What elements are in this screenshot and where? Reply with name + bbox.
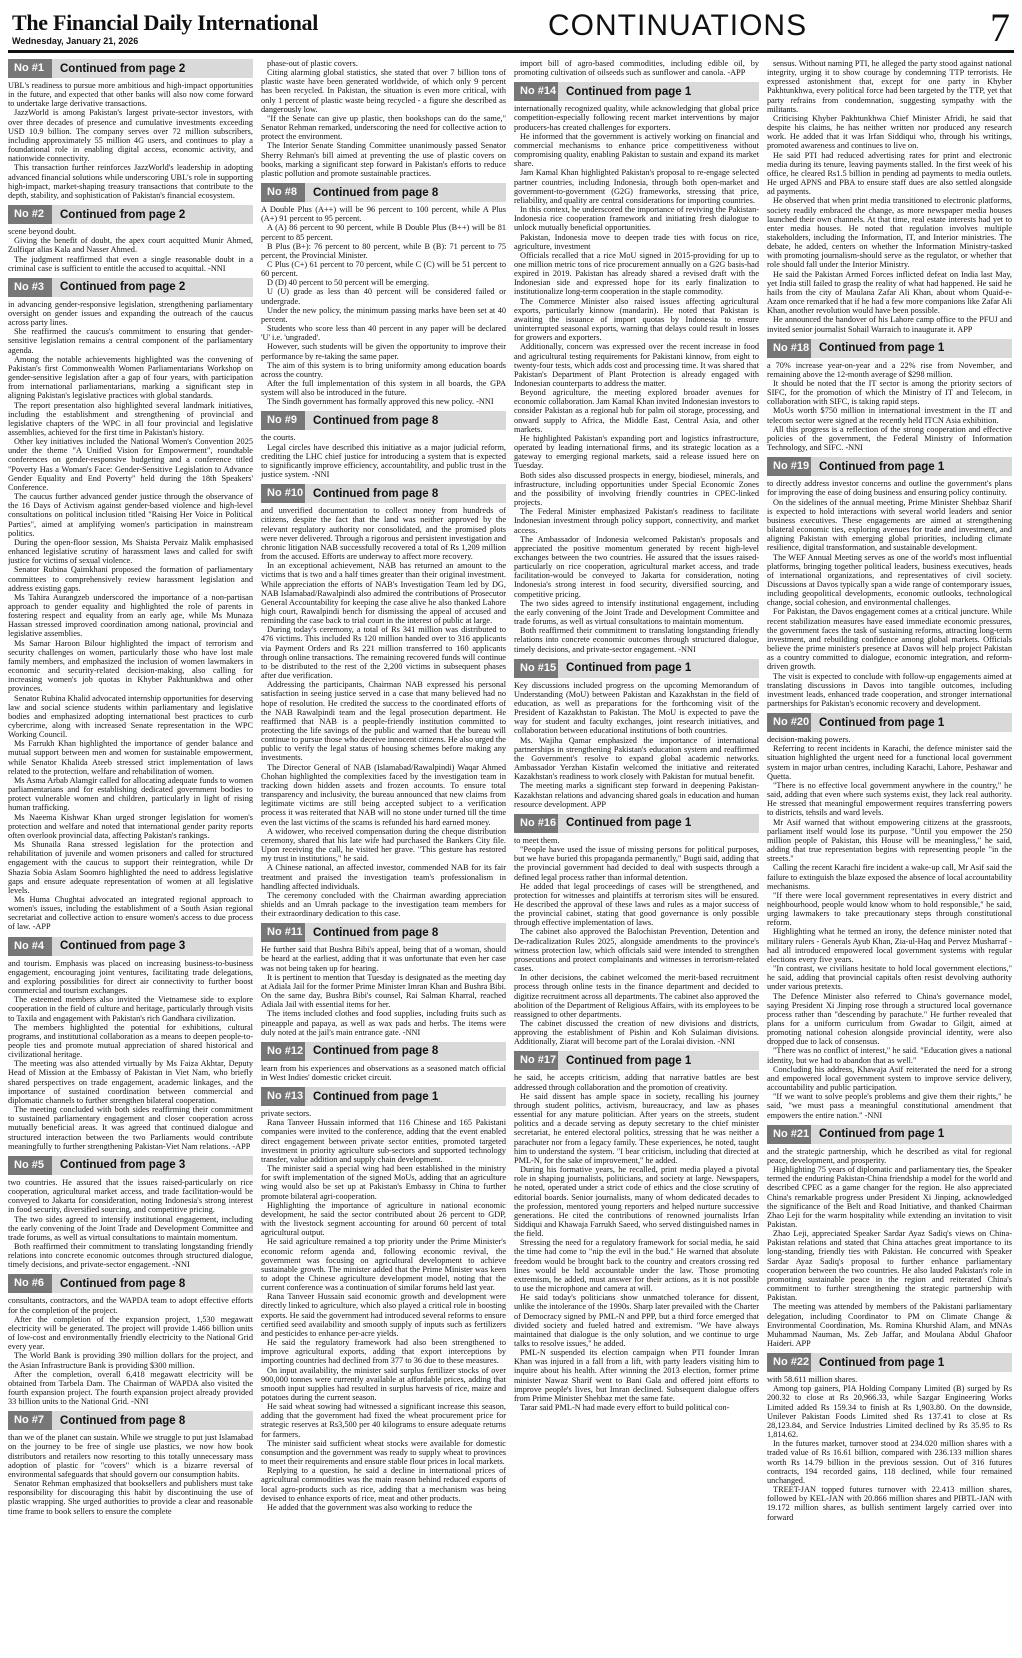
- story-paragraph: U (U) grade as less than 40 percent will be considered failed or undergrade.: [261, 287, 506, 306]
- story-paragraph: Ms Naeema Kishwar Khan urged stronger legislation for women's protection and welfare and noted that international gender parity reports often overlook provincial data, affecting Pakistan's rankings.: [8, 812, 253, 840]
- story-paragraph: "There is no effective local government anywhere in the country," he said, adding that even where such systems exist, they lack real authority. He stressed that meaningful empowerment requires transferring powers to districts, tehsils and ward levels.: [767, 780, 1012, 818]
- story-paragraph: Among top gainers, PIA Holding Company Limited (B) surged by Rs 200.32 to close at Rs 20,966.33, while Sazgar Engineering Works Limited added Rs 159.34 to finish at Rs 1,903.80. On the downside, Unilever Pakistan Foods Limited shed Rs 137.41 to close at Rs 28,123.84, and Service Industries Limited declined by Rs 35.95 to Rs 1,814.62.: [767, 1384, 1012, 1440]
- story-block: [514, 82, 759, 653]
- story-paragraph: A (A) 86 percent to 90 percent, while B Double Plus (B++) will be 81 percent to 85 percent.: [261, 223, 506, 242]
- story-continued-label: Continued from page 1: [819, 1356, 945, 1369]
- story-header: [261, 1087, 506, 1106]
- story-paragraph: Among the notable achievements highlighted was the convening of Pakistan's first Commonwealth Women Parliamentarians Workshop on gender-sensitive legislation after a gap of four years, with participation from international parliamentarians, marking a significant step in aligning Pakistan's legislative practices with global standards.: [8, 354, 253, 401]
- story-paragraph: "There was no conflict of interest," he said. "Education gives a national identity, but we had to abandon that as well.": [767, 1046, 1012, 1065]
- story-body: [767, 735, 1012, 1120]
- story-paragraph: In an exceptional achievement, NAB has returned an amount to the victims that is two and a half times greater than their original investment. While appreciation the efforts of NAB's Investigation Team led by DG, NAB Islamabad/Rawalpindi also admired the contributions of Prosecutor General Accountability for keeping the case alive he also thanked Lahore high court, Rawalpindi bench for dismissing the appeal of accused and reminding the case back to trial court in the interest of public at large.: [261, 561, 506, 626]
- text-column: [261, 59, 506, 1641]
- story-continued-label: Continued from page 1: [819, 1128, 945, 1141]
- story-continued-label: Continued from page 2: [60, 62, 186, 75]
- story-paragraph: On input availability, the minister said surplus fertilizer stocks of over 900,000 tonnes were currently available at affordable prices, adding that smooth input supplies had resulted in surplus harvests of rice, maize and potatoes during the current season.: [261, 1365, 506, 1402]
- story-body: [261, 433, 506, 479]
- story-paragraph: The esteemed members also invited the Vietnamese side to explore cooperation in the field of culture and heritage, particularly through visits to Taxila and engagement with Pakistan's rich Gandhara civilization.: [8, 995, 253, 1023]
- story-paragraph: During today's ceremony, a total of Rs 341 million was distributed to 476 victims. This included Rs 120 million handed over to 316 applicants via Payment Orders and Rs 221 million transferred to 160 applicants through online transactions. The remaining recovered funds will continue to be distributed to the rest of the 2,200 victims in subsequent phases after due verification.: [261, 625, 506, 681]
- story-body: [8, 959, 253, 1151]
- story-paragraph: to directly address investor concerns and outline the government's plans for improving the ease of doing business and ensuring policy continuity.: [767, 479, 1012, 498]
- story-paragraph: Referring to recent incidents in Karachi, the defence minister said the situation highlighted the urgent need for a functional local government system in major urban centres, including Karachi, Lahore, Peshawar and Quetta.: [767, 744, 1012, 781]
- story-paragraph: He announced the handover of his Lahore camp office to the PFUJ and invited senior journalist Sohail Warraich to inaugurate it. APP: [767, 315, 1012, 334]
- story-paragraph: It is pertinent to mention that Tuesday is designated as the meeting day at Adiala Jail for the former Prime Minister Imran Khan and Bushra Bibi. On the same day, Bushra Bibi's counsel, Rai Salman Kharral, reached Adiala Jail with essential items for her.: [261, 972, 506, 1010]
- story-body: [261, 1064, 506, 1082]
- story-paragraph: MoUs worth $750 million in international investment in the IT and telecom sector were signed at the recently held ITCN Asia exhibition.: [767, 406, 1012, 425]
- story-paragraph: The judgment reaffirmed that even a single reasonable doubt in a criminal case is sufficient to entitle the accused to acquittal. -NNI: [8, 254, 253, 273]
- story-paragraph: Criticising Khyber Pakhtunkhwa Chief Minister Afridi, he said that despite his claims, he has neither written nor produced any research work. He added that it was Irfan Siddiqui who, through his writings, promoted awareness and continues to live on.: [767, 113, 1012, 151]
- story-number: No #20: [767, 713, 811, 732]
- text-column: [514, 59, 759, 1641]
- story-paragraph: Legal circles have described this initiative as a major judicial reform, crediting the LHC chief justice for introducing a system that is expected to significantly improve efficiency, accountability, and public trust in the justice system. -NNI: [261, 442, 506, 480]
- story-body: [767, 1147, 1012, 1348]
- story-paragraph: The minister said a special wing had been established in the ministry for swift implementation of the signed MoUs, adding that an agriculture wing would also be set up at Pakistan's Embassy in China to further promote bilateral agri-cooperation.: [261, 1164, 506, 1201]
- story-paragraph: the courts.: [261, 433, 296, 443]
- story-number: No #11: [261, 923, 305, 942]
- story-paragraph: The Director General of NAB (Islamabad/Rawalpindi) Waqar Ahmed Chohan highlighted the complexities faced by the investigation team in tracking down hidden assets and frozen accounts. To ensure total transparency and inclusivity, the bureau announced that new claims from legitimate victims are still being accepted subject to a verification process it was reiterated that NAB will no stone under turned till the time even the last victims of the scams is refunded his hard earned money.: [261, 762, 506, 827]
- story-paragraph: "In contrast, we civilians hesitate to hold local government elections," he said, adding that provincial capitals often resist devolving authority under various pretexts.: [767, 964, 1012, 992]
- story-paragraph: Senator Rehman emphasized that booksellers and publishers must take responsibility for discouraging this habit by discontinuing the use of plastic wrapping. She urged authorities to provide a clear and reasonable time frame to book sellers to ensure the complete: [8, 1479, 253, 1516]
- story-number: No #13: [261, 1087, 305, 1106]
- story-continued-label: Continued from page 1: [566, 662, 692, 675]
- story-paragraph: with 58.611 million shares.: [767, 1375, 858, 1385]
- story-continued-label: Continued from page 1: [566, 1054, 692, 1067]
- story-paragraph: a 70% increase year-on-year and a 22% rise from November, and remaining above the 12-month average of $298 million.: [767, 360, 1012, 379]
- story-block: [261, 59, 506, 178]
- story-paragraph: The ceremony concluded with the Chairman awarding appreciation shields and an Umrah package to the investigation team members for their extraordinary dedication to this case.: [261, 890, 506, 919]
- story-paragraph: TREET-JAN topped futures turnover with 22.413 million shares, followed by KEL-JAN with 20.866 million shares and PIBTL-JAN with 19.172 million shares, as bullish sentiment largely carried over into forward: [767, 1485, 1012, 1522]
- story-paragraph: The World Bank is providing 390 million dollars for the project, and the Asian Infrastructure Bank is providing $300 million.: [8, 1351, 253, 1370]
- story-header: [8, 1411, 253, 1430]
- story-paragraph: He said the regulatory framework had also been strengthened to improve agricultural exports, adding that export interceptions by importing countries had declined from 377 to 36 due to these measures.: [261, 1338, 506, 1366]
- story-body: [8, 1433, 253, 1515]
- story-block: [514, 1051, 759, 1412]
- story-block: [514, 659, 759, 809]
- story-paragraph: Ms Samar Haroon Bilour highlighted the impact of terrorism and security challenges on women, particularly those who have lost male family members, and emphasized the inclusion of women lawmakers in economic and security-related decision-making, also calling for increasing women's job quotas in Khyber Pakhtunkhwa and other provinces.: [8, 638, 253, 694]
- story-paragraph: Rana Tanveer Hussain said economic growth and development were directly linked to agriculture, which also played a critical role in boosting exports. He said the government had introduced several reforms to ensure certified seed availability and smooth supply of inputs such as fertilizers and pesticides to enhance per-acre yields.: [261, 1292, 506, 1338]
- story-paragraph: Addressing the participants, Chairman NAB expressed his personal satisfaction in seeing justice served in a case that many believed had no hope of resolution. He credited the success to the coordinated efforts of the NAB Rawalpindi team and the legal prosecution department. He reaffirmed that NAB is a people-friendly institution committed to protecting the life savings of the public and warned that the bureau will continue to pursue those who deceive innocent citizens. He also urged the public to verify the legal status of housing schemes before making any investments.: [261, 680, 506, 763]
- story-continued-label: Continued from page 1: [313, 1090, 439, 1103]
- story-header: [514, 659, 759, 678]
- story-paragraph: He said dissent has ample space in society, recalling his journey through student politics, activism, bureaucracy, and law as phases essential for any mature politician. After years on the streets, student politics and a decade serving as deputy secretary to the chief minister secretariat, he entered electoral politics, stressing that he was neither a parachuter nor from a legacy family. These experiences, he noted, taught him to understand the system. "I bear criticism, including that directed at PML-N, for the sake of improvement," he added.: [514, 1091, 759, 1165]
- story-paragraph: He said PTI had reduced advertising rates for print and electronic media during its tenure, leaving payments stalled. In the first week of his office, he cleared Rs1.5 billion in pending ad payments to media outlets. He urged APNS and PBA to ensure staff dues are also settled alongside ad payments.: [767, 150, 1012, 197]
- story-paragraph: He added that legal proceedings of cases will be strengthened, and protection for witnesses and plaintiffs at terrorism sites will be ensured. He described the approval of these laws and rules as a major success of the provincial cabinet, stating that good governance is only possible through effective implementation of laws.: [514, 881, 759, 928]
- story-block: [767, 339, 1012, 453]
- story-number: No #15: [514, 659, 558, 678]
- story-paragraph: "If there were local government representatives in every district and neighbourhood, people would know whom to hold responsible," he said, urging lawmakers to take precautionary steps through constitutional reform.: [767, 890, 1012, 928]
- story-number: No #9: [261, 411, 305, 430]
- story-paragraph: Stressing the need for a regulatory framework for social media, he said the time had come to "nip the evil in the bud." He warned that absolute freedom would be brought back to the country and creators crossing red lines would be held accountable under the law. Those promoting extremism, he added, must answer for their actions, as it is not possible to use the microphone and camera at will.: [514, 1238, 759, 1294]
- story-paragraph: decision-making powers.: [767, 735, 851, 745]
- story-paragraph: The aim of this system is to bring uniformity among education boards across the country.: [261, 360, 506, 379]
- story-block: [261, 484, 506, 918]
- story-paragraph: He observed that when print media transitioned to electronic platforms, society readily embraced the change, as more newspaper media houses launched their own channels. At that time, real estate interests had yet to enter media houses. He noted that regulation involves multiple stakeholders, including the Information, IT, and Interior ministries. The debate, he added, centers on whether the Information Ministry-tasked with promoting journalism-should serve as the regulator, or whether that role should fall under the Interior Ministry.: [767, 196, 1012, 270]
- story-continued-label: Continued from page 8: [313, 926, 439, 939]
- story-paragraph: sensus. Without naming PTI, he alleged the party stood against national integrity, urging it to show courage by condemning TTP terrorists. He expressed astonishment that, except for one party in Khyber Pakhtunkhwa, every political force had been targeted by the TTP, yet that party refrains from condemnation, suggesting sympathy with the militants.: [767, 59, 1012, 114]
- story-continued-label: Continued from page 2: [60, 208, 186, 221]
- story-paragraph: The items included clothes and food supplies, including fruits such as pineapple and papaya, as well as wax pads and herbs. The items were duly noted at the jail's main entrance gate. -NNI: [261, 1009, 506, 1037]
- story-continued-label: Continued from page 8: [60, 1414, 186, 1427]
- story-header: [8, 937, 253, 956]
- story-paragraph: The meeting was attended by members of the Pakistani parliamentary delegation, including Coordinator to PM on Climate Change & Environmental Coordination, Ms. Romina Khurshid Alam, and MNAs Muhammad Nauman, Ms. Zeb Jaffar, and Moulana Abdul Ghafoor Haideri. APP: [767, 1302, 1012, 1348]
- story-paragraph: Giving the benefit of doubt, the apex court acquitted Munir Ahmed, Zulfiqar alias Kala and Nasser Ahmed.: [8, 236, 253, 255]
- story-paragraph: The meeting concluded with both sides reaffirming their commitment to sustained parliamentary engagement and closer cooperation across mutually beneficial areas. It was agreed that continued dialogue and structured interaction between the two Parliaments would contribute meaningfully to further strengthening Pakistan-Viet Nam relations. -APP: [8, 1105, 253, 1151]
- story-paragraph: internationally recognized quality, while acknowledging that global price competition-especially following recent market interventions by major producers-has created challenges for exporters.: [514, 104, 759, 132]
- story-paragraph: The visit is expected to conclude with follow-up engagements aimed at translating discussions in Davos into tangible outcomes, including investment leads, enhanced trade cooperation, and stronger international partnerships for Pakistan's economic recovery and development.: [767, 671, 1012, 708]
- story-header: [767, 339, 1012, 358]
- story-body: [8, 81, 253, 200]
- story-body: [8, 1178, 253, 1270]
- story-header: [261, 1042, 506, 1061]
- story-paragraph: This transaction further reinforces JazzWorld's leadership in adopting advanced financial solutions while underscoring UBL's role in supporting high-impact, market-shaping treasury transactions that contribute to the depth, stability, and sophistication of Pakistan's financial ecosystem.: [8, 163, 253, 200]
- story-paragraph: Both reaffirmed their commitment to translating longstanding friendly relations into concrete economic outcomes through structured dialogue, timely decisions, and private-sector engagement. -NNI: [8, 1241, 253, 1270]
- story-paragraph: The cabinet discussed the creation of new divisions and districts, approving the establishment of Pishin and Koh Sulaiman divisions. Additionally, Ziarat will become part of the Loralai division. -NNI: [514, 1019, 759, 1047]
- story-paragraph: He said wheat sowing had witnessed a significant increase this season, adding that the government had fixed the wheat procurement price for strategic reserves at Rs3,500 per 40 kilograms to ensure adequate returns for farmers.: [261, 1402, 506, 1439]
- story-block: [8, 1411, 253, 1515]
- story-paragraph: Zhao Leji, appreciated Speaker Sardar Ayaz Sadiq's views on China-Pakistan relations and stated that China attaches great importance to its long-standing, friendly ties with Pakistan. He concurred with Speaker Sardar Ayaz Sadiq's proposal to further enhance parliamentary cooperation between the two countries. He also lauded Pakistan's role in promoting sustainable peace in the region and reiterated China's commitment to further strengthening the strategic partnership with Pakistan.: [767, 1229, 1012, 1303]
- story-block: [514, 59, 759, 77]
- story-paragraph: "If we want to solve people's problems and give them their rights," he said, "we must pass a meaningful constitutional amendment that empowers the entire nation." -NNI: [767, 1092, 1012, 1120]
- story-paragraph: "People have used the issue of missing persons for political purposes, but we have buried this propaganda permanently," Bugti said, adding that the provincial government had decided to deal with suspects through a defined legal process rather than informal detention.: [514, 845, 759, 882]
- story-header: [767, 457, 1012, 476]
- story-paragraph: and the strategic partnership, which he described as vital for regional peace, development, and prosperity.: [767, 1146, 1012, 1165]
- story-paragraph: On the sidelines of the annual meeting, Prime Minister Shehbaz Sharif is expected to hold interactions with several world leaders and senior business executives. These engagements are aimed at strengthening bilateral economic ties, exploring avenues for trade and investment, and aligning Pakistan with emerging global priorities, including climate resilience, digital transformation, and sustainable development.: [767, 497, 1012, 553]
- story-paragraph: He said today's politicians show unmatched tolerance for dissent, unlike the intolerance of the 1990s. Sharp later prevailed with the Charter of Democracy signed by PML-N and PPP, but a third force emerged that divided society and fueled hatred and extremism. "We have always maintained that dialogue is the only solution, and we continue to urge talks to resolve issues," he added.: [514, 1293, 759, 1348]
- story-paragraph: phase-out of plastic covers.: [267, 59, 358, 68]
- story-paragraph: D (D) 40 percent to 50 percent will be emerging.: [267, 278, 430, 288]
- story-paragraph: After the completion of the expansion project, 1,530 megawatt electricity will be generated. The project will provide 1.466 billion units of low-cost and environmentally friendly electricity to the National Grid every year.: [8, 1314, 253, 1352]
- story-paragraph: A Double Plus (A++) will be 96 percent to 100 percent, while A Plus (A+) 91 percent to 95 percent.: [261, 205, 506, 224]
- story-paragraph: PML-N suspended its election campaign when PTI founder Imran Khan was injured in a fall from a lift, with party leaders visiting him to inquire about his health. After winning the 2013 election, former prime minister Nawaz Sharif went to Bani Gala and offered joint efforts to improve people's lives, but Imran declined. Subsequent dialogue offers from Prime Minister Shehbaz met the same fate.: [514, 1348, 759, 1403]
- story-paragraph: In the futures market, turnover stood at 234.020 million shares with a traded value of Rs 16.61 billion, compared with 236.133 million shares worth Rs 14.79 billion in the previous session. Out of 316 futures contracts, 194 recorded gains, 118 declined, while four remained unchanged.: [767, 1439, 1012, 1485]
- story-paragraph: The Defence Minister also referred to China's governance model, saying President Xi Jinping rose through a structured local governance process rather than "descending by parachute." He further revealed that plans for a uniform curriculum from Gwadar to Gilgit, aimed at promoting national cohesion alongside provincial identity, were also dropped due to lack of consensus.: [767, 991, 1012, 1047]
- story-paragraph: He further said that Bushra Bibi's appeal, being that of a woman, should be heard at the earliest, adding that it was unfortunate that even her case was not being taken up for hearing.: [261, 945, 506, 973]
- story-paragraph: Highlighting what he termed an irony, the defence minister noted that military rulers - Generals Ayub Khan, Zia-ul-Haq and Pervez Musharraf - had all introduced empowered local government systems with regular elections every five years.: [767, 927, 1012, 964]
- story-paragraph: The Ambassador of Indonesia welcomed Pakistan's proposals and appreciated the positive momentum generated by recent high-level exchanges between the two countries. He assured that the issues raised-particularly on rice cooperation, agricultural market access, and trade facilitation-would be conveyed to Jakarta for consideration, noting Indonesia's strong interest in food security, diversified sourcing, and competitive pricing.: [514, 534, 759, 599]
- story-continued-label: Continued from page 1: [819, 460, 945, 473]
- story-block: [261, 1087, 506, 1512]
- story-body: [514, 1073, 759, 1412]
- story-paragraph: In other decisions, the cabinet welcomed the merit-based recruitment process through online tests in the finance department and decided to digitize recruitment across all departments. The cabinet also approved the abolition of the Department of Religious Affairs, with its employees to be reassigned to other departments.: [514, 973, 759, 1019]
- story-paragraph: Jam Kamal Khan highlighted Pakistan's proposal to re-engage selected partner countries, including Indonesia, through both open-market and government-to-government (G2G) frameworks, stressing that price, reliability, and quality are central considerations for importing countries.: [514, 168, 759, 205]
- story-continued-label: Continued from page 3: [60, 1159, 186, 1172]
- story-header: [8, 278, 253, 297]
- story-paragraph: JazzWorld is among Pakistan's largest private-sector investors, with over three decades of presence and cumulative investments exceeding USD 10.9 billion. The company serves over 72 million subscribers, including approximately 55 million 4G users, and continues to play a foundational role in enabling digital access, economic activity, and nationwide connectivity.: [8, 108, 253, 164]
- story-paragraph: scene beyond doubt.: [8, 227, 76, 237]
- story-paragraph: Key discussions included progress on the upcoming Memorandum of Understanding (MoU) between Pakistan and Kazakhstan in the field of education, as well as preparations for the forthcoming visit of the President of Kazakhstan to Pakistan. The MoU is expected to pave the way for student and faculty exchanges, joint research initiatives, and collaboration between educational institutions of both countries.: [514, 680, 759, 736]
- story-number: No #4: [8, 937, 52, 956]
- story-paragraph: Tarar said PML-N had made every effort to build political con-: [520, 1403, 730, 1413]
- story-paragraph: Replying to a question, he said a decline in international prices of agricultural commodities was the main reason behind reduced exports of local agro-products such as rice, adding that a mechanism was being devised to enhance exports of rice, meat and other products.: [261, 1466, 506, 1503]
- story-paragraph: Citing alarming global statistics, she stated that over 7 billion tons of plastic waste have been generated worldwide, of which only 9 percent has been recycled. In Pakistan, the situation is even more critical, with only 1 percent of plastic waste being recycled - a figure she described as dangerously low.: [261, 68, 506, 114]
- story-paragraph: The Federal Minister emphasized Pakistan's readiness to facilitate Indonesian investment through policy support, connectivity, and market access.: [514, 507, 759, 535]
- story-body: [261, 59, 506, 178]
- story-body: [8, 300, 253, 932]
- story-number: No #6: [8, 1274, 52, 1293]
- story-block: [767, 1353, 1012, 1522]
- story-paragraph: He added that the government was also working to reduce the: [267, 1502, 473, 1512]
- story-continued-label: Continued from page 1: [819, 342, 945, 355]
- story-number: No #1: [8, 59, 52, 78]
- story-paragraph: and tourism. Emphasis was placed on increasing business-to-business engagement, encouraging joint ventures, facilitating trade delegations, and exploring possibilities for direct air connectivity to further boost commercial and tourism exchanges.: [8, 958, 253, 996]
- story-number: No #3: [8, 278, 52, 297]
- story-body: [514, 681, 759, 809]
- masthead-bar: [8, 6, 1014, 53]
- story-paragraph: He said agriculture remained a top priority under the Prime Minister's economic reform agenda and, following economic revival, the government was focusing on agricultural development to achieve sustainable growth. The minister added that the Prime Minister was keen to adopt the Chinese agriculture development model, noting that the current conference was a continuation of similar forums held last year.: [261, 1237, 506, 1293]
- story-paragraph: The WEF Annual Meeting serves as one of the world's most influential platforms, bringing together political leaders, business executives, heads of international organizations, and representatives of civil society. Discussions at Davos typically span a wide range of contemporary issues, including geopolitical developments, economic outlooks, technological change, social cohesion, and environmental challenges.: [767, 552, 1012, 608]
- story-paragraph: He highlighted Pakistan's expanding port and logistics infrastructure, operated by leading international firms, and its strategic location as a gateway to emerging regional markets, said a release issued here on Tuesday.: [514, 433, 759, 471]
- story-paragraph: It should be noted that the IT sector is among the priority sectors of SIFC, for the promotion of which the Ministry of IT and Telecom, in collaboration with SIFC, is taking rapid steps.: [767, 379, 1012, 407]
- story-paragraph: learn from his experiences and observations as a seasoned match official in West Indies' domestic cricket circuit.: [261, 1063, 506, 1082]
- story-block: [767, 457, 1012, 708]
- story-paragraph: C Plus (C+) 61 percent to 70 percent, while C (C) will be 51 percent to 60 percent.: [261, 259, 506, 279]
- story-header: [261, 484, 506, 503]
- story-paragraph: UBL's readiness to pursue more ambitious and high-impact opportunities in the future, and expected that other banks will also now come forward to undertake large derivative transactions.: [8, 81, 253, 109]
- story-paragraph: Both sides also discussed prospects in energy, biodiesel, minerals, and infrastructure, including opportunities under Special Economic Zones and the possibility of involving friendly countries in CPEC-linked projects.: [514, 470, 759, 508]
- story-number: No #8: [261, 183, 305, 202]
- story-number: No #14: [514, 82, 558, 101]
- story-paragraph: Beyond agriculture, the meeting explored broader avenues for economic collaboration. Jam Kamal Khan invited Indonesian investors to consider Pakistan as a regional hub for palm oil storage, processing, and onward supply to Africa, the Middle East, Central Asia, and other markets.: [514, 388, 759, 434]
- story-paragraph: Ms. Wajiha Qamar emphasized the importance of international partnerships in strengthening Pakistan's education system and reaffirmed the Government's resolve to expand global academic networks. Ambassador Yerzhan Kistafin welcomed the initiative and reiterated Kazakhstan's readiness to work closely with Pakistan for mutual benefit.: [514, 735, 759, 782]
- story-paragraph: Pakistan, Indonesia move to deepen trade ties with focus on rice, agriculture, investment: [514, 232, 759, 251]
- story-number: No #22: [767, 1353, 811, 1372]
- story-block: [261, 1042, 506, 1082]
- story-paragraph: "If the Senate can give up plastic, then bookshops can do the same," Senator Rehman remarked, underscoring the need for collective action to protect the environment.: [261, 113, 506, 142]
- story-paragraph: Senator Rubina Qaimkhani proposed the formation of parliamentary committees to comprehensively review harassment legislation and address existing gaps.: [8, 565, 253, 593]
- story-continued-label: Continued from page 8: [60, 1277, 186, 1290]
- story-header: [767, 1353, 1012, 1372]
- story-header: [8, 1156, 253, 1175]
- story-continued-label: Continued from page 1: [566, 817, 692, 830]
- story-paragraph: to meet them.: [514, 835, 560, 845]
- columns-container: [8, 59, 1014, 1641]
- issue-date: Wednesday, January 21, 2026: [12, 36, 139, 46]
- story-number: No #21: [767, 1125, 811, 1144]
- story-number: No #12: [261, 1042, 305, 1061]
- story-number: No #2: [8, 205, 52, 224]
- story-block: [767, 713, 1012, 1120]
- story-body: [767, 1375, 1012, 1522]
- story-paragraph: He said the Pakistan Armed Forces inflicted defeat on India last May, yet India still failed to grasp the reality of what had happened. He said he hails from the city of Maulana Zafar Ali Khan, about whom Quaid-e-Azam once remarked that if he had a few more companions like Zafar Ali Khan, another revolution would have been possible.: [767, 269, 1012, 316]
- story-header: [261, 183, 506, 202]
- story-block: [8, 278, 253, 932]
- story-continued-label: Continued from page 1: [819, 716, 945, 729]
- page-number: 7: [990, 6, 1010, 50]
- story-body: [514, 59, 759, 77]
- story-body: [8, 227, 253, 273]
- story-continued-label: Continued from page 8: [313, 487, 439, 500]
- story-block: [261, 183, 506, 406]
- story-block: [767, 59, 1012, 334]
- story-continued-label: Continued from page 2: [60, 281, 186, 294]
- story-paragraph: All this progress is a reflection of the strong cooperation and effective policies of the government, the Federal Ministry of Information Technology, and SIFC. -NNI: [767, 424, 1012, 453]
- story-paragraph: She reaffirmed the caucus's commitment to ensuring that gender-sensitive legislation remains a central component of the parliamentary agenda.: [8, 327, 253, 355]
- story-paragraph: The caucus further advanced gender justice through the observance of the 16 Days of Activism against gender-based violence and high-level consultations on political inclusion titled "Raising Her Voice in Political Parties", aimed at amplifying women's participation in mainstream politics.: [8, 492, 253, 538]
- story-paragraph: Concluding his address, Khawaja Asif reiterated the need for a strong and empowered local government system to improve service delivery, accountability and public participation.: [767, 1064, 1012, 1093]
- story-paragraph: import bill of agro-based commodities, including edible oil, by promoting cultivation of oilseeds such as sunflower and canola. -APP: [514, 59, 759, 78]
- story-body: [261, 945, 506, 1037]
- story-number: No #19: [767, 457, 811, 476]
- story-body: [8, 1296, 253, 1406]
- story-paragraph: Ms Asma Arbab Alamgir called for allocating adequate funds to women parliamentarians and for establishing dedicated government bodies to protect vulnerable women and children, particularly in light of rising human trafficking.: [8, 775, 253, 813]
- story-paragraph: However, such students will be given the opportunity to improve their performance by re-taking the same paper.: [261, 342, 506, 361]
- story-paragraph: The Commerce Minister also raised issues affecting agricultural exports, particularly kinnow (mandarin). He noted that Pakistan is awaiting the issuance of import quotas by Indonesia to ensure uninterrupted seasonal exports, warning that delays could result in losses for growers and exporters.: [514, 296, 759, 343]
- story-header: [514, 82, 759, 101]
- story-header: [261, 923, 506, 942]
- story-paragraph: The cabinet also approved the Balochistan Prevention, Detention and De-radicalization Rules 2025, alongside amendments to the province's witness protection law, which officials said were intended to strengthen prosecutions and protect complainants and witnesses in terrorism-related cases.: [514, 927, 759, 974]
- story-paragraph: The Interior Senate Standing Committee unanimously passed Senator Sherry Rehman's bill aimed at preventing the use of plastic covers on books, marking a significant step forward in Pakistan's efforts to reduce plastic pollution and promote sustainable practices.: [261, 141, 506, 178]
- story-paragraph: The meeting marks a significant step forward in deepening Pakistan-Kazakhstan relations and advancing shared goals in education and human resource development. APP: [514, 781, 759, 809]
- section-title: CONTINUATIONS: [548, 9, 808, 42]
- story-body: [514, 104, 759, 653]
- story-paragraph: After the full implementation of this system in all boards, the GPA system will also be introduced in the future.: [261, 379, 506, 398]
- story-paragraph: Highlighting the importance of agriculture in national economic development, he said the sector contributed about 26 percent to GDP, with the livestock segment accounting for around 60 percent of total agricultural output.: [261, 1200, 506, 1238]
- story-body: [767, 361, 1012, 453]
- story-body: [767, 479, 1012, 708]
- story-body: [514, 836, 759, 1047]
- story-block: [261, 923, 506, 1037]
- story-paragraph: Ms Shunaila Rana stressed legislation for the protection and rehabilitation of juvenile and women prisoners and called for structured engagement with the caucus to support their reintegration, while Dr Shazia Sobia Aslam Soomro highlighted the need to address legislative gaps and ensure adequate representation of women at all legislative levels.: [8, 840, 253, 895]
- story-paragraph: The members highlighted the potential for exhibitions, cultural programs, and institutional collaboration as a means to deepen people-to-people ties and promote mutual appreciation of shared historical and civilizational heritage.: [8, 1022, 253, 1060]
- story-block: [767, 1125, 1012, 1348]
- story-paragraph: Other key initiatives included the National Women's Convention 2025 under the theme "A Unified Vision for Empowerment", roundtable conferences on gender-responsive budgeting and a conference titled "Poverty Has a Woman's Face: Gender-Sensitive Legislation to Advance Gender Equality and End Poverty" held during the 18th Speakers' Conference.: [8, 437, 253, 492]
- story-continued-label: Continued from page 8: [313, 1045, 439, 1058]
- story-paragraph: After the completion, overall 6,418 megawatt electricity will be obtained from Tarbela Dam. The Chairman of WAPDA also visited the fourth expansion project. The fourth expansion project already provided 33 billion units to the National Grid. -NNI: [8, 1369, 253, 1407]
- story-header: [261, 411, 506, 430]
- story-paragraph: Mr Asif warned that without empowering citizens at the grassroots, parliament itself would lose its purpose. "Until you empower the 250 million people of Pakistan, this House will be meaningless," he said, adding that true representation begins with representing people "in the streets.": [767, 817, 1012, 864]
- story-number: No #10: [261, 484, 305, 503]
- story-paragraph: Calling the recent Karachi fire incident a wake-up call, Mr Asif said the failure to extinguish the blaze exposed the absence of local accountability mechanisms.: [767, 863, 1012, 891]
- story-header: [514, 814, 759, 833]
- story-paragraph: The meeting was also attended virtually by Ms Faiza Akhtar, Deputy Head of Mission at the Embassy of Pakistan in Viet Nam, who briefly shared perspectives on trade engagement, academic linkages, and the importance of sustained coordination between commercial and diplomatic channels to further strengthen bilateral cooperation.: [8, 1059, 253, 1105]
- story-paragraph: The two sides agreed to intensify institutional engagement, including the early convening of the Joint Trade and Development Committee and trade forums, as well as virtual consultations to maintain momentum.: [514, 598, 759, 627]
- story-paragraph: he said, he accepts criticism, adding that narrative battles are best addressed through collaboration and the promotion of creativity.: [514, 1073, 759, 1092]
- story-number: No #18: [767, 339, 811, 358]
- story-block: [261, 411, 506, 479]
- story-paragraph: Additionally, concern was expressed over the recent increase in food and agricultural testing requirements for Pakistani kinnow, from eight to twenty-four tests, which adds cost and processing time. It was shared that Pakistan's Department of Plant Protection is already engaged with Indonesian counterparts to address the matter.: [514, 342, 759, 388]
- story-continued-label: Continued from page 1: [566, 85, 692, 98]
- newspaper-masthead: The Financial Daily International: [12, 10, 319, 35]
- newspaper-page: [8, 6, 1014, 1646]
- story-paragraph: A Chinese national, an affected investor, commended NAB for its fair treatment and praised the investigation team's professionalism in handling affected individuals.: [261, 863, 506, 891]
- story-paragraph: Rana Tanveer Hussain informed that 116 Chinese and 165 Pakistani companies were invited to the conference, adding that the event enabled direct engagement between private sector entities, promoted targeted investment in priority agriculture sub-sectors and supported technology transfer, value addition and supply chain development.: [261, 1118, 506, 1164]
- story-paragraph: Students who score less than 40 percent in any paper will be declared 'U' i.e. 'ungraded'.: [261, 324, 506, 343]
- story-block: [8, 1156, 253, 1270]
- story-body: [767, 59, 1012, 334]
- story-body: [261, 205, 506, 406]
- story-paragraph: than we of the planet can sustain. While we struggle to put just Islamabad on the journey to be free of single use plastics, we now how book distributors and retailers now resorting to this totally unnecessary mass adoption of plastic for "covers" which is a bizarre reversal of environmental safeguards that should govern our consumption habits.: [8, 1433, 253, 1479]
- story-paragraph: He informed that the government is actively working on financial and commercial mechanisms to enhance price competitiveness without compromising quality, enabling Pakistan to sustain and expand its market share.: [514, 131, 759, 169]
- story-header: [514, 1051, 759, 1070]
- text-column: [767, 59, 1012, 1641]
- story-paragraph: consultants, contractors, and the WAPDA team to adopt effective efforts for the completion of the project.: [8, 1296, 253, 1315]
- text-column: [8, 59, 253, 1641]
- story-paragraph: The minister said sufficient wheat stocks were available for domestic consumption and the government was ready to supply wheat to provinces to meet their requirements and ensure stable flour prices in local markets.: [261, 1438, 506, 1467]
- story-block: [514, 814, 759, 1047]
- story-paragraph: Under the new policy, the minimum passing marks have been set at 40 percent.: [261, 305, 506, 324]
- story-block: [8, 937, 253, 1151]
- story-continued-label: Continued from page 8: [313, 186, 439, 199]
- story-number: No #5: [8, 1156, 52, 1175]
- story-paragraph: private sectors.: [261, 1109, 312, 1119]
- story-paragraph: Ms Huma Chughtai advocated an integrated regional approach to women's issues, including the establishment of a South Asian regional secretariat and collective action to ensure women's access to due process of law. -APP: [8, 894, 253, 932]
- story-paragraph: in advancing gender-responsive legislation, strengthening parliamentary oversight on gender issues and expanding the outreach of the caucus across party lines.: [8, 299, 253, 328]
- story-block: [8, 59, 253, 200]
- story-paragraph: During the open-floor session, Ms Shaista Pervaiz Malik emphasised enhanced legislative scrutiny of harassment laws and called for swift justice for victims of sexual violence.: [8, 537, 253, 566]
- story-header: [767, 1125, 1012, 1144]
- story-paragraph: Senator Rubina Khalid advocated internship opportunities for deserving law and social science students within parliamentary and legislative bodies and emphasized adopting international best practices to curb cybercrime, along with increased Senate representation in the WPC Working Council.: [8, 693, 253, 740]
- story-header: [767, 713, 1012, 732]
- story-block: [8, 1274, 253, 1406]
- story-paragraph: Highlighting 75 years of diplomatic and parliamentary ties, the Speaker termed the enduring Pakistan-China friendship a model for the world and described CPEC as a game changer for the region. He also appreciated China's remarkable progress under President Xi Jinping, acknowledged the significance of the Belt and Road Initiative, and thanked Chairman Zhao Leji for the warm hospitality while extending an invitation to visit Pakistan.: [767, 1165, 1012, 1229]
- story-block: [8, 205, 253, 273]
- story-continued-label: Continued from page 3: [60, 940, 186, 953]
- story-paragraph: For Pakistan, the Davos engagement comes at a critical juncture. While recent stabilization measures have eased immediate economic pressures, the government faces the task of sustaining reforms, attracting long-term investment, and rebuilding confidence among global markets. Officials believe the prime minister's presence at Davos will help project Pakistan as a country committed to dialogue, economic integration, and reform-driven growth.: [767, 607, 1012, 672]
- story-continued-label: Continued from page 8: [313, 414, 439, 427]
- story-paragraph: The Sindh government has formally approved this new policy. -NNI: [267, 397, 494, 407]
- story-paragraph: B Plus (B+): 76 percent to 80 percent, while B (B): 71 percent to 75 percent, the Provincial Minister.: [261, 241, 506, 260]
- story-header: [8, 1274, 253, 1293]
- story-paragraph: Ms Tahira Aurangzeb underscored the importance of a non-partisan approach to gender equality and highlighted the role of parents in fostering respect and equality from an early age, while Ms Munaza Hassan stressed improved coordination among national, provincial and legislative assemblies.: [8, 592, 253, 639]
- story-number: No #17: [514, 1051, 558, 1070]
- story-number: No #7: [8, 1411, 52, 1430]
- story-number: No #16: [514, 814, 558, 833]
- story-paragraph: During his formative years, he recalled, print media played a pivotal role in shaping journalists, politicians, and society at large. Newspapers, he noted, operated under a strict code of ethics and the close scrutiny of editorial boards. Senior journalists, many of whom dedicated decades to the profession, mentored young reporters and helped nurture successive generations. He cited the contributions of renowned journalists Irfan Siddiqui and Khawaja Farrukh Saeed, who served distinguished names in the field.: [514, 1165, 759, 1239]
- story-paragraph: two countries. He assured that the issues raised-particularly on rice cooperation, agricultural market access, and trade facilitation-would be conveyed to Jakarta for consideration, noting Indonesia's strong interest in food security, diversified sourcing, and competitive pricing.: [8, 1177, 253, 1215]
- story-body: [261, 1109, 506, 1512]
- story-paragraph: A widower, who received compensation during the cheque distribution ceremony, shared that his late wife had purchased the Bankers City file. Upon receiving the call, he visited her grave. "This gesture has restored my trust in institutions," he said.: [261, 826, 506, 864]
- story-header: [8, 205, 253, 224]
- story-paragraph: Ms Farrukh Khan highlighted the importance of gender balance and mutual support between men and women for sustainable empowerment, while Senator Khalida Ateeb stressed strict implementation of laws related to the protection, welfare and rehabilitation of women.: [8, 739, 253, 776]
- story-paragraph: The report presentation also highlighted several landmark initiatives, including the establishment and strengthening of provincial and legislative chapters of the WPC in all four provincial and legislative assemblies, achieved for the first time in Pakistan's history.: [8, 400, 253, 437]
- story-paragraph: In this context, he underscored the importance of reviving the Pakistan-Indonesia rice cooperation framework and initiating fresh dialogue to unlock mutually beneficial opportunities.: [514, 205, 759, 233]
- story-paragraph: Officials recalled that a rice MoU signed in 2015-providing for up to one million metric tons of rice procurement annually on a G2G basis-had expired in 2019. Pakistan has already shared a revised draft with the Indonesian side and expressed hope for its early finalization to institutionalize long-term cooperation in the staple commodity.: [514, 250, 759, 297]
- story-paragraph: Both reaffirmed their commitment to translating longstanding friendly relations into concrete economic outcomes through structured dialogue, timely decisions, and private-sector engagement. -NNI: [514, 626, 759, 654]
- story-header: [8, 59, 253, 78]
- story-paragraph: The two sides agreed to intensify institutional engagement, including the early convening of the Joint Trade and Development Committee and trade forums, as well as virtual consultations to maintain momentum.: [8, 1214, 253, 1242]
- story-body: [261, 506, 506, 918]
- story-paragraph: and unverified documentation to collect money from hundreds of citizens, despite the fact that the land was neither approved by the relevant regulatory authority nor consolidated, and the promised plots were never delivered. Through a rigorous and persistent investigation and chronic litigation NAB successfully recovered a total of Rs 1,209 million from the accused. Efforts are underway to affect more recovery.: [261, 506, 506, 562]
